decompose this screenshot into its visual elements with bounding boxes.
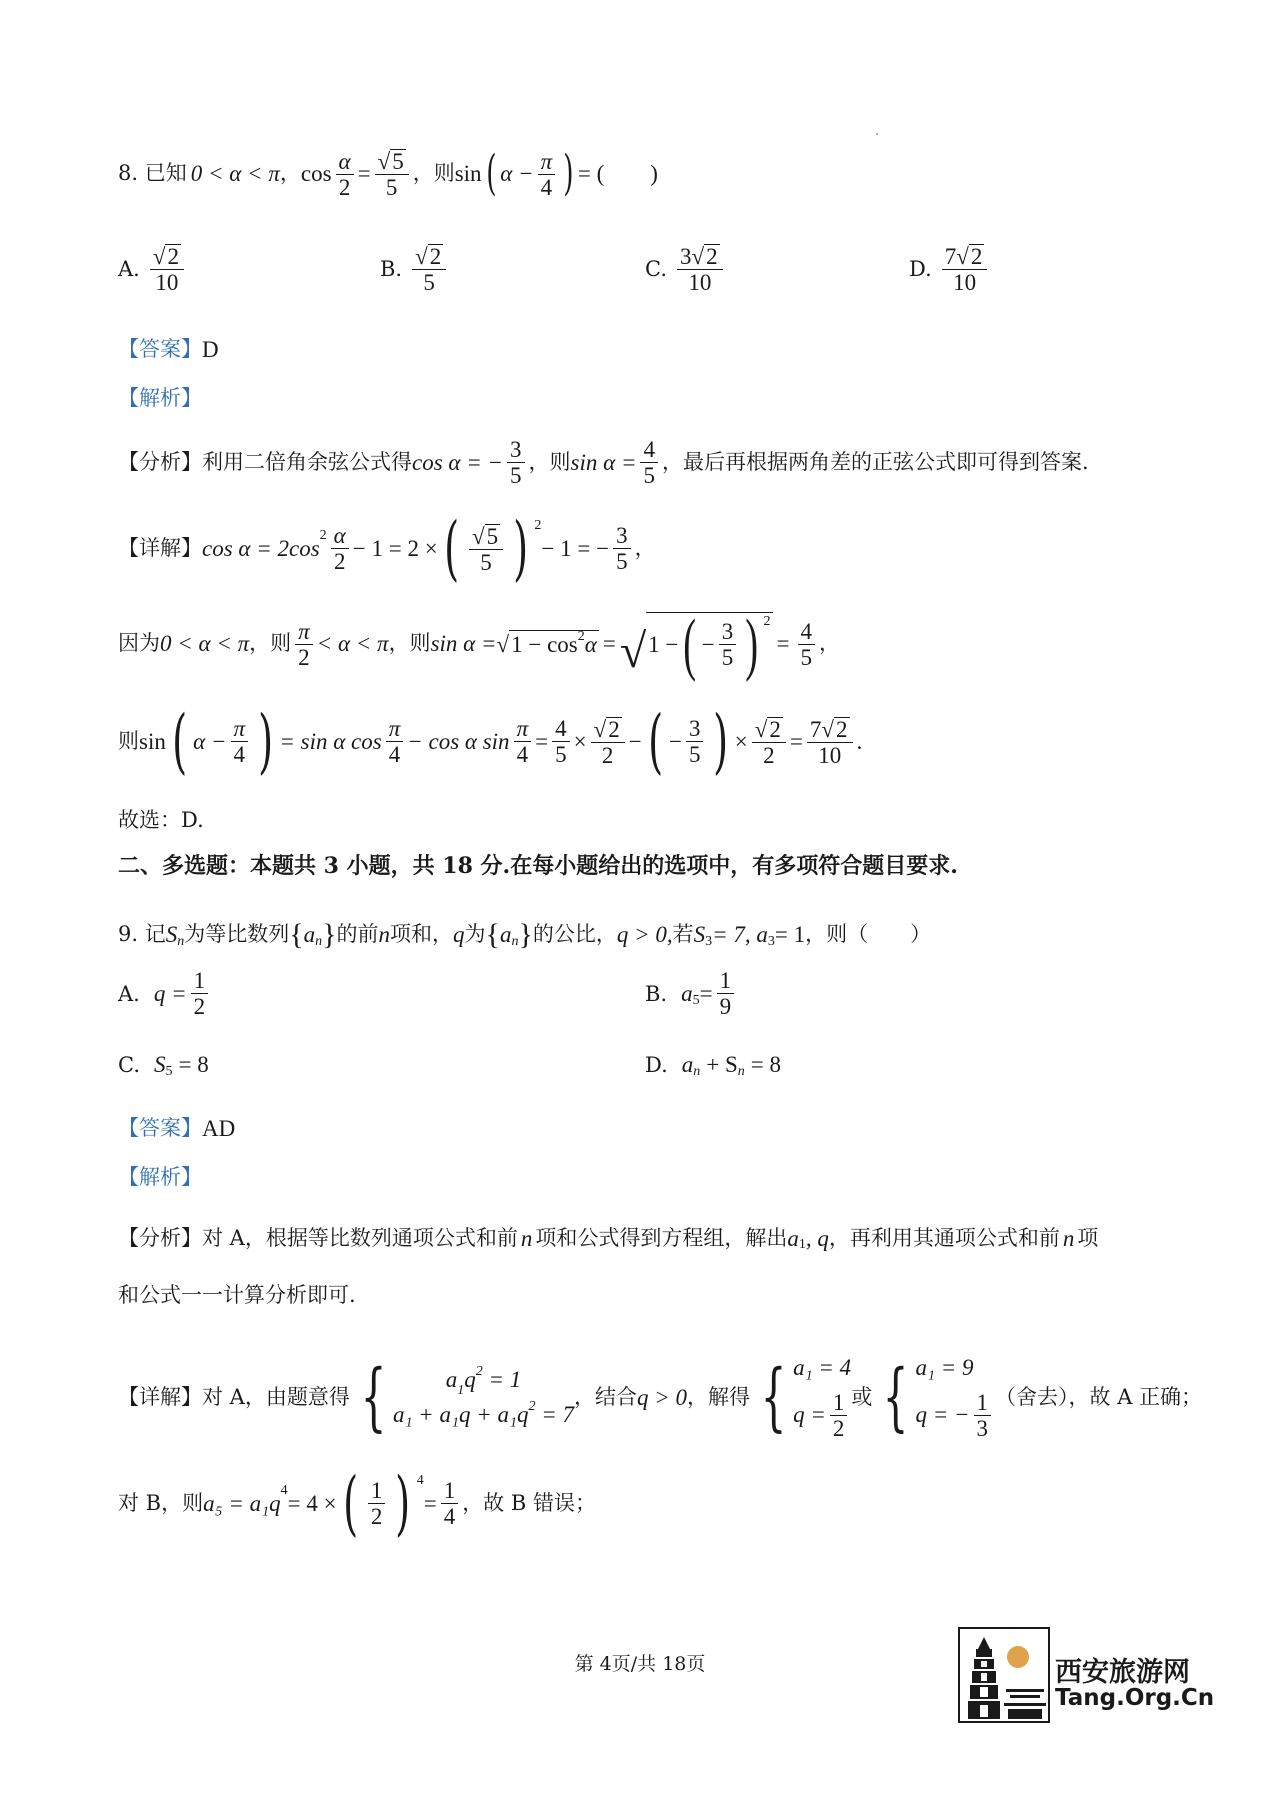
logo-url [1055,1685,1214,1711]
frac-4-5: $\frac{4}{5}$ [640,437,658,488]
option-value: 3√ 2 10 [677,243,723,295]
sub: n [737,1064,745,1079]
solution-2: a₁ = 9 q = − $\frac{1}{3}$ [916,1350,996,1445]
frac-3-5: $\frac{3}{5}$ [507,437,525,488]
logo-text: 西安旅游网 [1055,1657,1190,1688]
logo-title [1055,1650,1190,1689]
expr: + S [706,1052,738,1077]
text: 对 A，由题意得 [202,1384,350,1409]
q9-analysis-line2 [118,1283,356,1308]
speck [876,133,878,135]
pi-over-4: $\frac{\pi}{4}$ [538,149,556,200]
text: ，则 [388,631,431,656]
cos-fn: cos [300,161,332,187]
q8-detail: 【详解】 cos α = 2cos 2 $\frac{\alpha}{2}$ − 1 = 2 × ( √ 5 5 ) 2 − 1 = − $\frac{3}{5}$ ， [118,507,656,589]
frac-4-5: $\frac{4}{5}$ [798,619,816,670]
var: q [453,922,465,948]
var: S [165,922,178,948]
expr: = sin α cos [279,728,382,754]
text: ，则（ ） [805,922,932,947]
text: ，则 [528,449,571,474]
equals: = [357,161,371,187]
var: a [303,922,316,948]
exponent: 4 [280,1483,288,1499]
q8-analysis [118,437,1089,488]
text: 为 [464,922,486,947]
q9-detail-b: 对 B，则 a₅ = a₁q 4 = 4 × ( $\frac{1}{2}$ ) 4 = $\frac{1}{4}$ ，故 B 错误； [118,1462,596,1544]
option-label: C. [645,257,667,281]
exponent: 4 [416,1473,424,1489]
q9-analysis: 【分析】 对 A，根据等比数列通项公式和前 n 项和公式得到方程组，解出 a 1 , q ，再利用其通项公式和前 n 项 [118,1226,1099,1253]
option-label: A. [118,257,140,281]
q8-then: ，则 [412,161,455,186]
var: a [681,980,693,1006]
text: ，再利用其通项公式和前 [828,1226,1060,1251]
text: 利用二倍角余弦公式得 [202,449,412,474]
detail-tag: 【详解】 [118,535,202,560]
option-value: √ 2 5 [412,243,446,295]
jiexi-tag: 【解析】 [118,1165,202,1189]
q8-answer [118,336,219,364]
analysis-tag: 【分析】 [118,449,202,474]
logo-text: Tang.Org.Cn [1055,1685,1215,1711]
text: ，结合 [574,1384,637,1409]
sqrt2-over-2: √ 2 2 [591,716,625,768]
q8-stem [118,145,658,202]
equals: = [776,631,790,657]
q9-option-b [645,968,738,1019]
q8-detail-line3: 则 sin ( α − $\frac{\pi}{4}$ ) = sin α cos $\frac{\pi}{4}$ − cos α sin $\frac{\pi}{4}$ = $\frac{4}{5}$ × √ 2 2 − ( − $\frac{3}{5}$ ) × √ 2 2 = 7√ 2 10 . [118,700,863,782]
expr: − cos α sin [407,728,510,754]
q9-option-c [118,1052,209,1078]
q8-number: 8. 已知 [118,161,187,186]
option-value: 7√ 2 10 [942,243,988,295]
text: 项和公式得到方程组，解出 [535,1226,788,1251]
sub: n [177,933,185,949]
text: 对 A，根据等比数列通项公式和前 [202,1226,518,1251]
text: ，最后再根据两角差的正弦公式即可得到答案. [661,449,1089,474]
pi-over-4: $\frac{\pi}{4}$ [386,716,404,767]
minus: − [628,728,642,754]
option-label: B. [380,257,403,281]
q8-condition: 0 < α < π [190,161,280,187]
text: 和公式一一计算分析即可. [118,1283,356,1307]
answer-value: D [202,337,219,362]
frac-3-5: $\frac{3}{5}$ [686,716,704,767]
alpha-minus: α − [500,161,534,187]
q8-option-b [380,243,450,295]
text: ，解得 [687,1384,751,1409]
sqrt-big: √ 1 − ( − $\frac{3}{5}$ ) 2 [619,606,771,683]
text: ，则 [249,631,292,656]
sin-fn: sin [139,728,166,754]
q8-option-a [118,243,188,295]
option-value: $\frac{1}{2}$ [191,968,209,1019]
text: 二、多选题：本题共 3 小题，共 18 分.在每小题给出的选项中，有多项符合题目要求. [118,853,958,879]
frac-4-5: $\frac{4}{5}$ [552,716,570,767]
expr: = 8 [178,1052,209,1077]
text: 的公比， [532,922,617,947]
period: . [856,728,863,754]
pi-over-4: $\frac{\pi}{4}$ [514,716,532,767]
q8-option-c [645,243,727,295]
expr: − 1 = 2 × [352,535,438,561]
expr: q = [153,980,187,1006]
option-label: B. [645,981,668,1006]
q9-answer [118,1115,235,1143]
sqrt2-over-2: √ 2 2 [752,716,786,768]
option-label: C. [118,1053,140,1077]
q8-option-d [909,243,991,295]
text: 对 B，则 [118,1490,204,1515]
text: 9. 记 [118,922,166,947]
q9-stem: 9. 记 S n 为等比数列 { a n } 的前 n 项和， q 为 { a n } 的公比， q > 0, 若 S 3 = 7, a 3 = 1 ，则（ ） [118,918,932,951]
pi-over-2: $\frac{\pi}{2}$ [295,619,313,670]
text: 或 [851,1384,873,1409]
sin-fn: sin [454,161,482,187]
right-paren: ) [563,145,574,202]
var: n [520,1226,533,1251]
text: ，故 B 错误； [462,1490,596,1515]
expr: < α < π [316,631,389,657]
q8-choose [118,808,204,833]
expr: q > 0 [637,1384,688,1410]
sub: 1 [798,1237,806,1253]
var: S [154,1052,166,1077]
sqrt5-over-5: √ 5 5 [469,523,503,575]
option-value: √ 2 10 [150,243,184,295]
q8-jiexi [118,386,202,411]
expr: cos α = − [412,449,504,475]
q8-detail-line2 [118,606,840,683]
expr: = 8 [750,1052,782,1077]
comma: ， [819,631,840,656]
sqrt-expr: √ $1 - \cos^2\alpha$ [496,628,597,657]
option-label: A. [118,981,140,1006]
times: × [573,728,587,754]
equals: = [602,631,616,657]
exponent: 2 [319,528,327,544]
equation-system: $a_1q^2 = 1$ $a_1 + a_1q + a_1q^2 = 7$ [392,1363,574,1428]
left-paren: ( [443,507,459,589]
jiexi-tag: 【解析】 [118,386,202,410]
var: S [693,922,706,948]
answer-tag: 【答案】 [118,337,202,362]
sqrt5-over-5: √ 5 5 [375,148,409,200]
text: （舍去），故 A 正确； [995,1384,1203,1409]
text: 的前 [336,922,379,947]
answer-value: AD [202,1116,236,1141]
detail-tag: 【详解】 [118,1384,202,1409]
q9-option-d [645,1052,781,1078]
expr: = 4 × [287,1490,337,1516]
expr: α − [193,728,227,754]
option-label: D. [645,1053,668,1077]
sub: 3 [705,933,713,949]
expr: a₅ = a₁q [203,1490,281,1516]
frac-3-5: $\frac{3}{5}$ [613,523,631,574]
right-paren: ) [513,507,529,589]
q9-jiexi [118,1165,202,1190]
option-label: D. [909,257,932,281]
answer-tag: 【答案】 [118,1116,202,1141]
solution-1: a₁ = 4 q = $\frac{1}{2}$ [793,1355,852,1441]
expr: sin α = [570,449,637,475]
expr: sin α = [430,631,497,657]
var: a [787,1226,799,1251]
page-number: 第 4页/共 18页 [574,1653,706,1675]
q9-detail: 【详解】 对 A，由题意得 { $a_1q^2 = 1$ $a_1 + a_1q + a_1q^2 = 7$ ，结合 q > 0 ，解得 { a₁ = 4 q = $\frac{1}{2}$ 或 { a₁ = 9 q = − $\frac{1}{3}$ （舍去），故 A 正确； [118,1350,1202,1445]
comma: ， [279,161,301,186]
alpha-over-2: $\frac{\alpha}{2}$ [336,149,354,200]
expr: = 7, a [712,922,768,948]
option-value: $\frac{1}{9}$ [717,968,735,1019]
expr: cos α = 2cos [202,535,320,561]
pi-over-4: $\frac{\pi}{4}$ [231,716,249,767]
text: 因为 [118,631,160,656]
var: , q [805,1226,829,1251]
text: 则 [118,728,139,753]
sub: 5 [692,992,700,1008]
text: 项 [1077,1226,1099,1251]
q9-option-a [118,968,212,1019]
expr: 0 < α < π [160,631,250,657]
text: 项和， [390,922,454,947]
text: 为等比数列 [184,922,290,947]
pagoda-logo-icon [958,1627,1050,1723]
frac-1-4: $\frac{1}{4}$ [441,1478,459,1529]
alpha-over-2: $\frac{\alpha}{2}$ [331,523,349,574]
var: a [681,1052,694,1077]
left-paren: ( [485,145,497,202]
result-7sqrt2-over-10: 7√ 2 10 [807,716,853,768]
sub: 5 [165,1064,173,1079]
analysis-tag: 【分析】 [118,1226,202,1251]
text: 若 [672,922,694,947]
equals: = [423,1490,437,1516]
equals: = [535,728,549,754]
equals: = [699,980,713,1006]
text: 故选：D. [118,808,204,832]
sub: n [693,1064,701,1079]
frac-1-2: $\frac{1}{2}$ [368,1478,386,1529]
comma: ， [634,535,656,560]
section-2-heading [118,853,958,879]
equals: = [789,728,803,754]
expr: q > 0, [616,922,673,948]
expr: − 1 = − [541,535,610,561]
q8-blank: = ( ) [577,161,658,187]
expr: = 1 [774,922,806,948]
